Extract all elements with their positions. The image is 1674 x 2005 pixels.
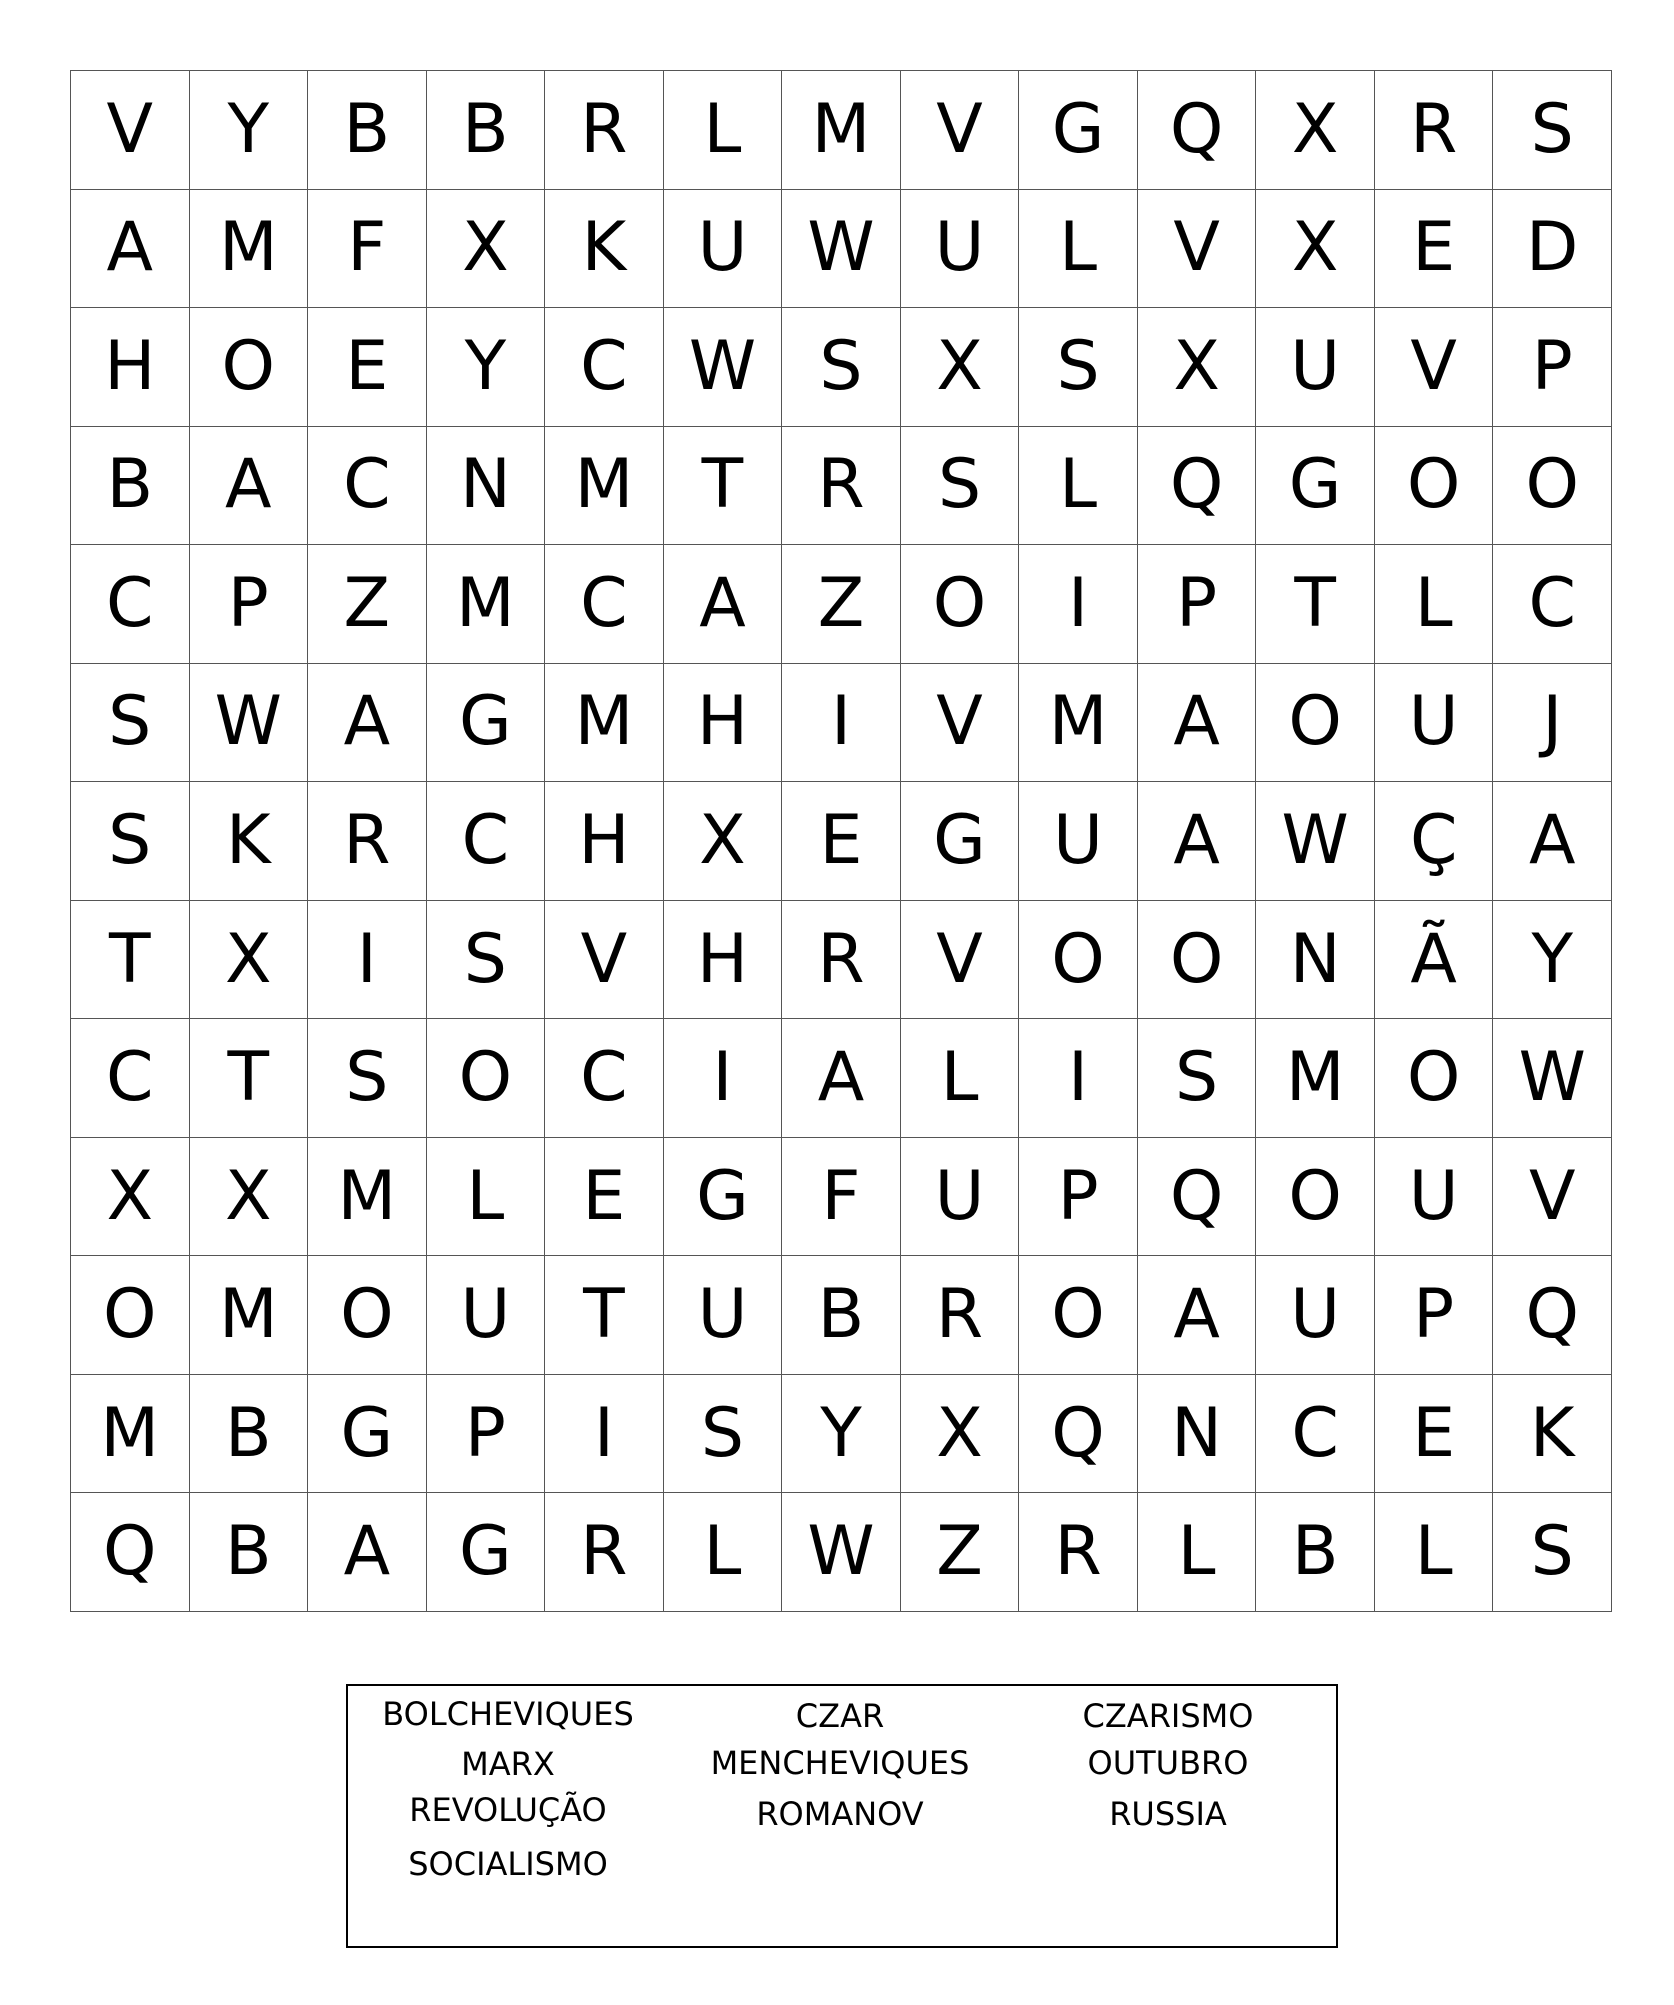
grid-cell[interactable]: K (545, 190, 664, 309)
grid-cell[interactable]: O (1375, 1019, 1494, 1138)
grid-cell[interactable]: O (308, 1256, 427, 1375)
grid-cell[interactable]: U (1256, 308, 1375, 427)
grid-cell[interactable]: A (1138, 782, 1257, 901)
grid-cell[interactable]: P (190, 545, 309, 664)
grid-cell[interactable]: E (1375, 1375, 1494, 1494)
grid-cell[interactable]: T (545, 1256, 664, 1375)
grid-cell[interactable]: E (782, 782, 901, 901)
grid-cell[interactable]: X (190, 901, 309, 1020)
grid-cell[interactable]: K (1493, 1375, 1612, 1494)
grid-cell[interactable]: O (1019, 1256, 1138, 1375)
grid-cell[interactable]: X (901, 1375, 1020, 1494)
grid-cell[interactable]: S (308, 1019, 427, 1138)
grid-cell[interactable]: C (71, 1019, 190, 1138)
grid-cell[interactable]: G (308, 1375, 427, 1494)
grid-cell[interactable]: U (427, 1256, 546, 1375)
grid-cell[interactable]: C (545, 545, 664, 664)
grid-cell[interactable]: I (308, 901, 427, 1020)
grid-cell[interactable]: T (71, 901, 190, 1020)
grid-cell[interactable]: N (427, 427, 546, 546)
grid-cell[interactable]: A (1138, 664, 1257, 783)
grid-cell[interactable]: Z (308, 545, 427, 664)
grid-cell[interactable]: B (71, 427, 190, 546)
grid-cell[interactable]: L (427, 1138, 546, 1257)
grid-cell[interactable]: A (71, 190, 190, 309)
grid-cell[interactable]: W (190, 664, 309, 783)
grid-cell[interactable]: G (1019, 71, 1138, 190)
grid-cell[interactable]: R (901, 1256, 1020, 1375)
grid-cell[interactable]: M (545, 664, 664, 783)
grid-cell[interactable]: M (190, 1256, 309, 1375)
grid-cell[interactable]: B (427, 71, 546, 190)
grid-cell[interactable]: E (308, 308, 427, 427)
grid-cell[interactable]: X (1256, 190, 1375, 309)
grid-cell[interactable]: L (664, 1493, 783, 1612)
grid-cell[interactable]: O (1256, 1138, 1375, 1257)
grid-cell[interactable]: L (1019, 427, 1138, 546)
grid-cell[interactable]: V (545, 901, 664, 1020)
grid-cell[interactable]: U (1256, 1256, 1375, 1375)
grid-cell[interactable]: B (190, 1375, 309, 1494)
grid-cell[interactable]: M (782, 71, 901, 190)
grid-cell[interactable]: B (782, 1256, 901, 1375)
grid-cell[interactable]: U (901, 190, 1020, 309)
grid-cell[interactable]: O (190, 308, 309, 427)
grid-cell[interactable]: S (1019, 308, 1138, 427)
letter-grid (70, 70, 1612, 1612)
grid-cell[interactable]: G (427, 664, 546, 783)
grid-cell[interactable]: Z (782, 545, 901, 664)
grid-cell[interactable]: U (664, 190, 783, 309)
grid-cell[interactable]: L (1138, 1493, 1257, 1612)
grid-cell[interactable]: G (901, 782, 1020, 901)
grid-cell[interactable]: Q (1019, 1375, 1138, 1494)
grid-cell[interactable]: U (1019, 782, 1138, 901)
grid-cell[interactable]: B (308, 71, 427, 190)
grid-cell[interactable]: M (190, 190, 309, 309)
grid-cell[interactable]: S (71, 782, 190, 901)
grid-cell[interactable]: L (901, 1019, 1020, 1138)
grid-cell[interactable]: V (1375, 308, 1494, 427)
grid-cell[interactable]: O (71, 1256, 190, 1375)
grid-cell[interactable]: I (1019, 545, 1138, 664)
grid-cell[interactable]: A (1493, 782, 1612, 901)
grid-cell[interactable]: O (1375, 427, 1494, 546)
word-bank-item: REVOLUÇÃO (409, 1791, 607, 1829)
grid-cell[interactable]: I (545, 1375, 664, 1494)
grid-cell[interactable]: O (901, 545, 1020, 664)
grid-cell[interactable]: M (1019, 664, 1138, 783)
grid-cell[interactable]: P (1138, 545, 1257, 664)
grid-cell[interactable]: X (664, 782, 783, 901)
grid-cell[interactable]: U (1375, 664, 1494, 783)
grid-cell[interactable]: H (71, 308, 190, 427)
word-bank-item: CZARISMO (1082, 1697, 1254, 1735)
grid-cell[interactable]: I (664, 1019, 783, 1138)
grid-cell[interactable]: T (664, 427, 783, 546)
grid-cell[interactable]: X (1138, 308, 1257, 427)
grid-cell[interactable]: V (901, 901, 1020, 1020)
grid-cell[interactable]: S (901, 427, 1020, 546)
grid-cell[interactable]: B (190, 1493, 309, 1612)
word-bank-item: MENCHEVIQUES (710, 1744, 970, 1782)
grid-cell[interactable]: K (190, 782, 309, 901)
grid-cell[interactable]: G (427, 1493, 546, 1612)
grid-cell[interactable]: A (1138, 1256, 1257, 1375)
grid-cell[interactable]: O (1019, 901, 1138, 1020)
word-bank-item: SOCIALISMO (408, 1845, 608, 1883)
grid-cell[interactable]: S (71, 664, 190, 783)
grid-cell[interactable]: X (901, 308, 1020, 427)
grid-cell[interactable]: G (1256, 427, 1375, 546)
grid-cell[interactable]: M (308, 1138, 427, 1257)
grid-cell[interactable]: Ã (1375, 901, 1494, 1020)
grid-cell[interactable]: A (308, 664, 427, 783)
grid-cell[interactable]: C (71, 545, 190, 664)
grid-cell[interactable]: Q (71, 1493, 190, 1612)
grid-cell[interactable]: M (71, 1375, 190, 1494)
grid-cell[interactable]: N (1138, 1375, 1257, 1494)
grid-cell[interactable]: I (1019, 1019, 1138, 1138)
grid-cell[interactable]: C (545, 308, 664, 427)
grid-cell[interactable]: S (1493, 1493, 1612, 1612)
grid-cell[interactable]: U (1375, 1138, 1494, 1257)
grid-cell[interactable]: Ç (1375, 782, 1494, 901)
grid-cell[interactable]: R (545, 71, 664, 190)
grid-cell[interactable]: C (308, 427, 427, 546)
grid-cell[interactable]: N (1256, 901, 1375, 1020)
grid-cell[interactable]: G (664, 1138, 783, 1257)
grid-cell[interactable]: Y (1493, 901, 1612, 1020)
grid-cell[interactable]: Q (1138, 427, 1257, 546)
grid-cell[interactable]: H (664, 664, 783, 783)
grid-cell[interactable]: R (782, 901, 901, 1020)
grid-cell[interactable]: A (782, 1019, 901, 1138)
grid-cell[interactable]: O (1256, 664, 1375, 783)
grid-cell[interactable]: A (664, 545, 783, 664)
word-bank-item: BOLCHEVIQUES (382, 1695, 634, 1733)
grid-cell[interactable]: W (1493, 1019, 1612, 1138)
grid-cell[interactable]: X (71, 1138, 190, 1257)
grid-cell[interactable]: X (190, 1138, 309, 1257)
grid-cell[interactable]: H (545, 782, 664, 901)
grid-cell[interactable]: M (427, 545, 546, 664)
grid-cell[interactable]: T (1256, 545, 1375, 664)
word-bank-item: CZAR (795, 1697, 885, 1735)
grid-cell[interactable]: Y (427, 308, 546, 427)
grid-cell[interactable]: V (1493, 1138, 1612, 1257)
grid-cell[interactable]: U (664, 1256, 783, 1375)
grid-cell[interactable]: W (1256, 782, 1375, 901)
grid-cell[interactable]: H (664, 901, 783, 1020)
grid-cell[interactable]: F (782, 1138, 901, 1257)
grid-cell[interactable]: Q (1138, 1138, 1257, 1257)
grid-cell[interactable]: C (545, 1019, 664, 1138)
grid-cell[interactable]: R (782, 427, 901, 546)
word-bank-item: OUTUBRO (1087, 1744, 1249, 1782)
grid-cell[interactable]: P (427, 1375, 546, 1494)
grid-cell[interactable]: L (1375, 545, 1494, 664)
grid-cell[interactable]: R (308, 782, 427, 901)
grid-cell[interactable]: C (427, 782, 546, 901)
grid-cell[interactable]: C (1256, 1375, 1375, 1494)
word-bank (346, 1684, 1338, 1948)
grid-cell[interactable]: M (1256, 1019, 1375, 1138)
grid-cell[interactable]: S (1138, 1019, 1257, 1138)
grid-cell[interactable]: Q (1493, 1256, 1612, 1375)
grid-cell[interactable]: Z (901, 1493, 1020, 1612)
grid-cell[interactable]: I (782, 664, 901, 783)
grid-cell[interactable]: E (545, 1138, 664, 1257)
grid-cell[interactable]: E (1375, 190, 1494, 309)
grid-cell[interactable]: R (1375, 71, 1494, 190)
grid-cell[interactable]: Q (1138, 71, 1257, 190)
grid-cell[interactable]: R (545, 1493, 664, 1612)
word-bank-item: MARX (461, 1745, 555, 1783)
grid-cell[interactable]: A (190, 427, 309, 546)
grid-cell[interactable]: L (1019, 190, 1138, 309)
grid-cell[interactable]: R (1019, 1493, 1138, 1612)
grid-cell[interactable]: O (1138, 901, 1257, 1020)
grid-cell[interactable]: V (1138, 190, 1257, 309)
grid-cell[interactable]: O (1493, 427, 1612, 546)
grid-cell[interactable]: P (1493, 308, 1612, 427)
grid-cell[interactable]: Y (782, 1375, 901, 1494)
grid-cell[interactable]: C (1493, 545, 1612, 664)
grid-cell[interactable]: L (1375, 1493, 1494, 1612)
grid-cell[interactable]: T (190, 1019, 309, 1138)
grid-cell[interactable]: V (901, 664, 1020, 783)
grid-cell[interactable]: P (1019, 1138, 1138, 1257)
word-bank-item: ROMANOV (756, 1795, 924, 1833)
grid-cell[interactable]: W (782, 190, 901, 309)
grid-cell[interactable]: V (901, 71, 1020, 190)
grid-cell[interactable]: Y (190, 71, 309, 190)
grid-cell[interactable]: S (427, 901, 546, 1020)
grid-cell[interactable]: S (664, 1375, 783, 1494)
grid-cell[interactable]: S (1493, 71, 1612, 190)
grid-cell[interactable]: L (664, 71, 783, 190)
grid-cell[interactable]: B (1256, 1493, 1375, 1612)
grid-cell[interactable]: S (782, 308, 901, 427)
grid-cell[interactable]: X (427, 190, 546, 309)
grid-cell[interactable]: X (1256, 71, 1375, 190)
grid-cell[interactable]: U (901, 1138, 1020, 1257)
grid-cell[interactable]: A (308, 1493, 427, 1612)
grid-cell[interactable]: P (1375, 1256, 1494, 1375)
grid-cell[interactable]: V (71, 71, 190, 190)
word-bank-item: RUSSIA (1109, 1795, 1227, 1833)
grid-cell[interactable]: W (782, 1493, 901, 1612)
grid-cell[interactable]: F (308, 190, 427, 309)
grid-cell[interactable]: O (427, 1019, 546, 1138)
grid-cell[interactable]: D (1493, 190, 1612, 309)
grid-cell[interactable]: W (664, 308, 783, 427)
grid-cell[interactable]: M (545, 427, 664, 546)
grid-cell[interactable]: J (1493, 664, 1612, 783)
